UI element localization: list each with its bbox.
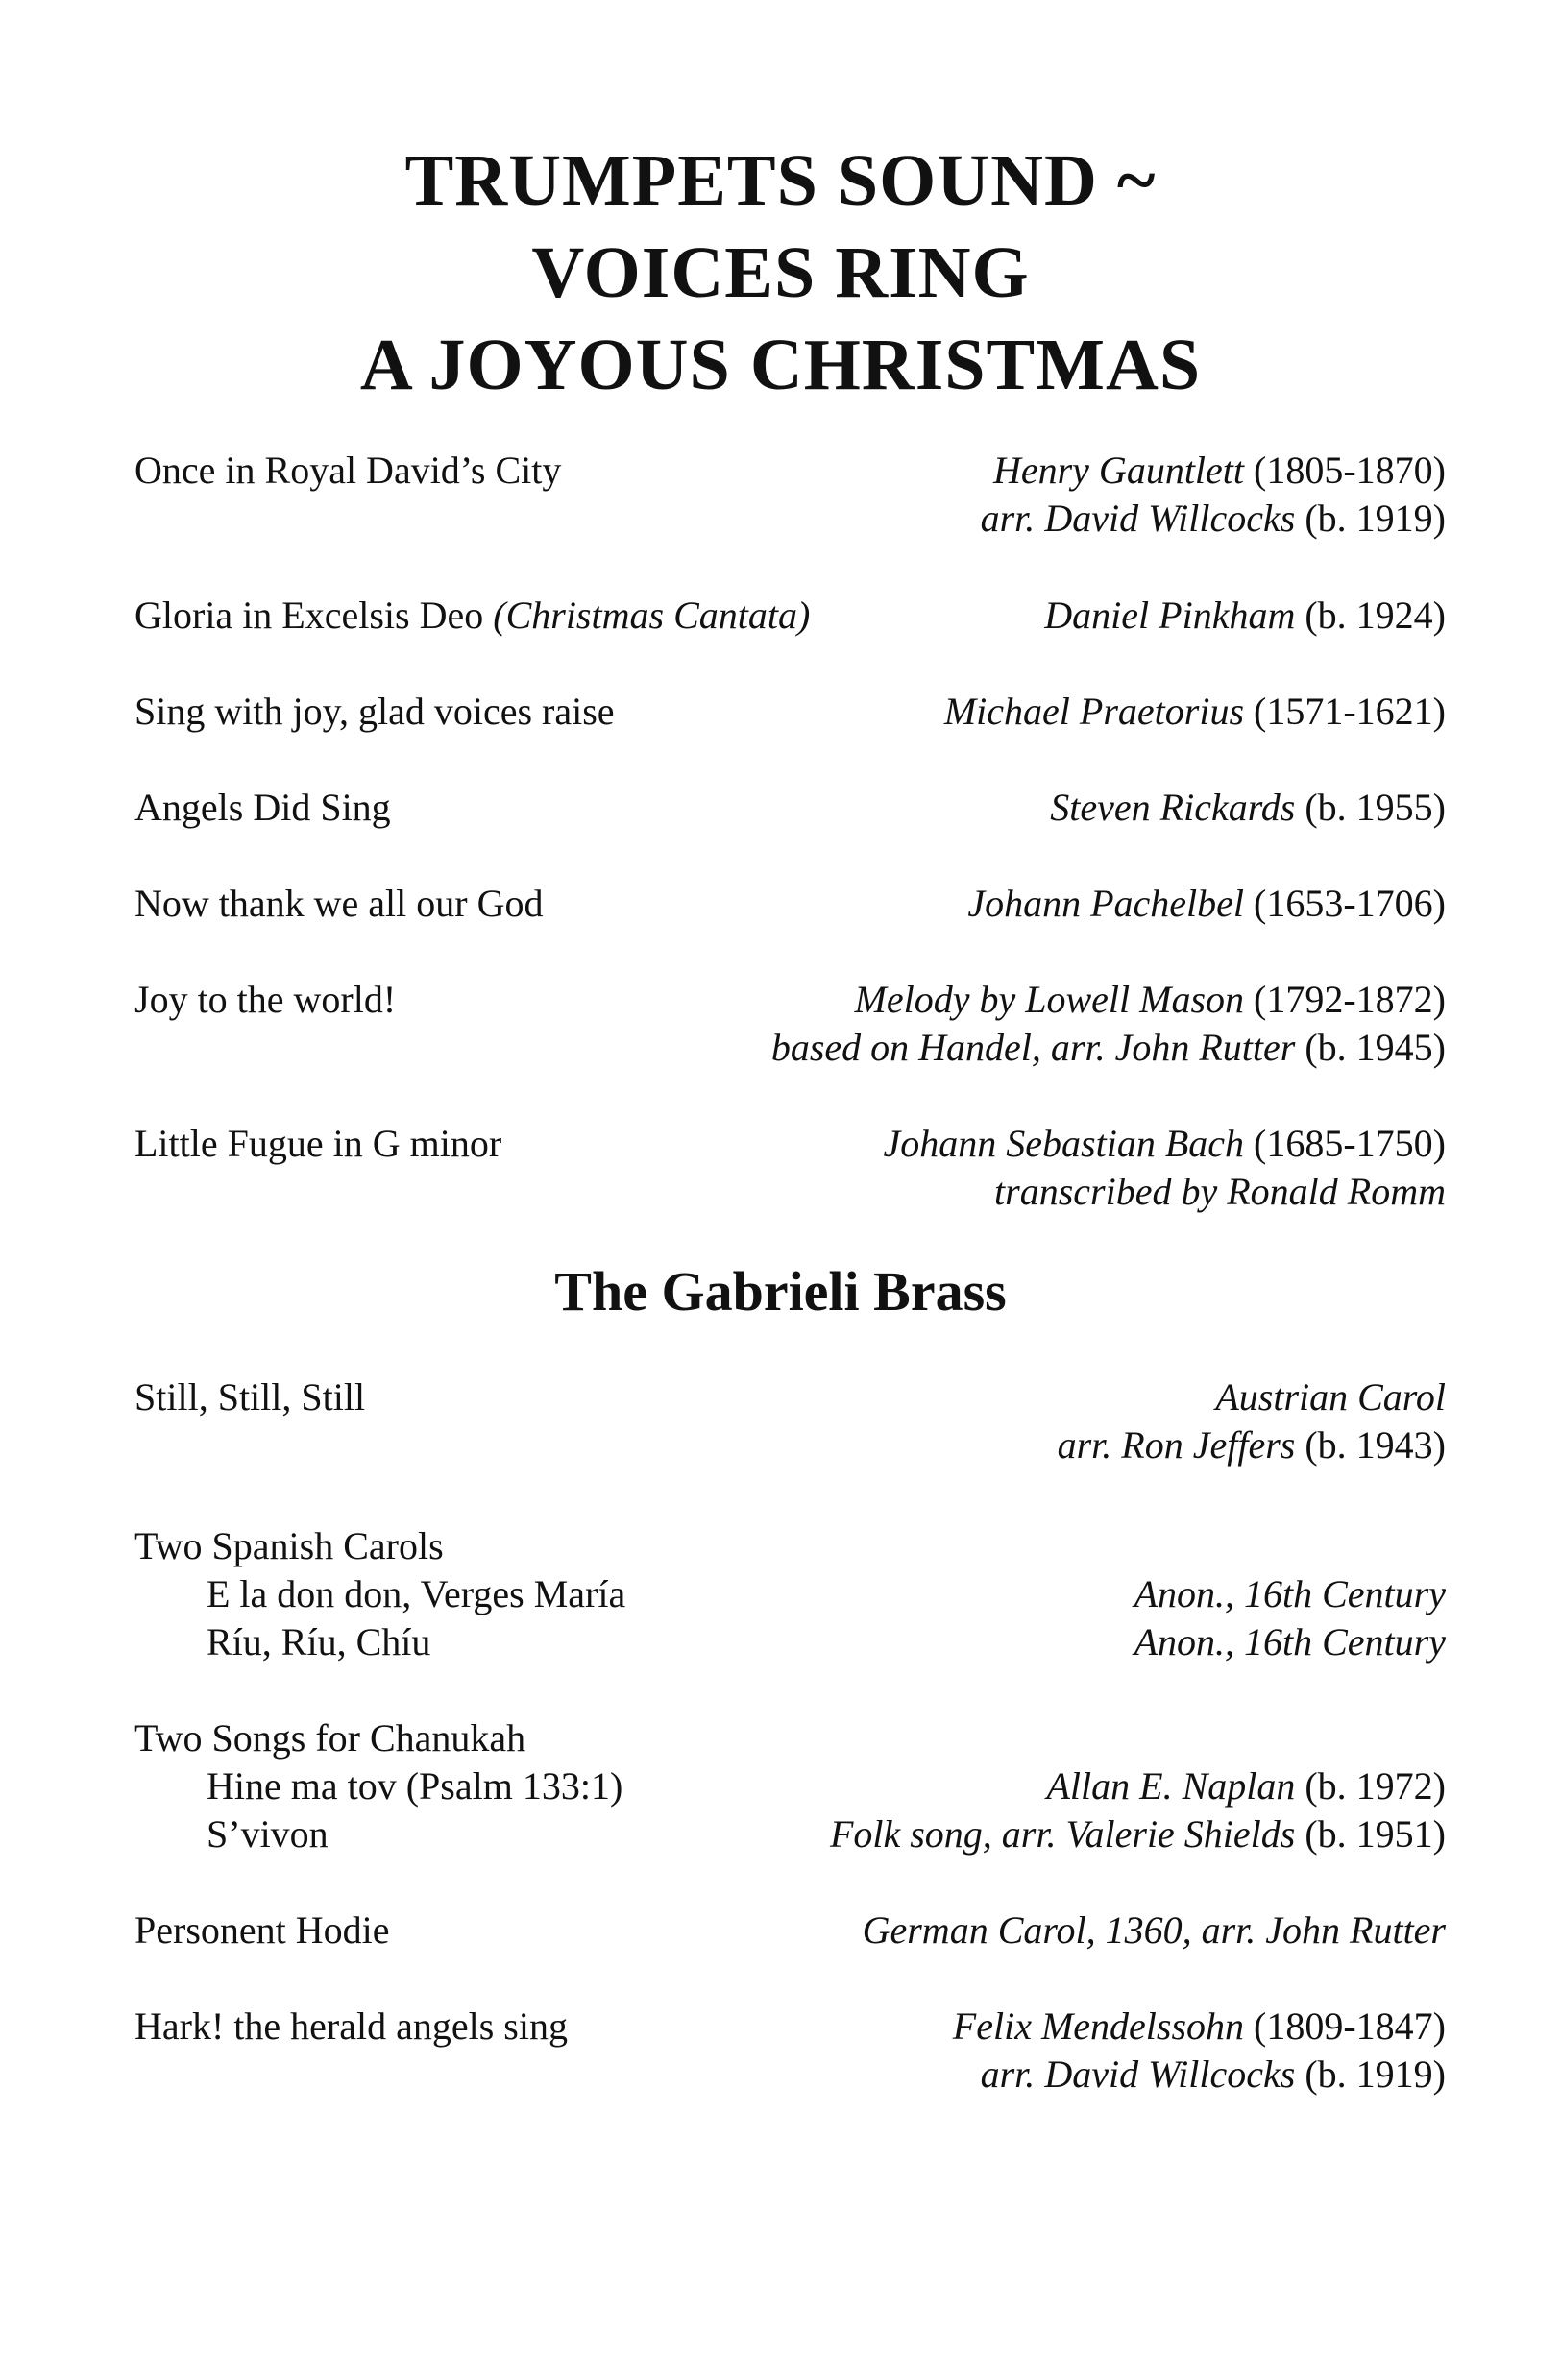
arranger-prefix: arr. — [1057, 1423, 1112, 1467]
page-title — [0, 134, 1561, 411]
program-entry-personent-hodie — [134, 1906, 1446, 1955]
transcription-note: transcribed by Ronald Romm — [994, 1170, 1446, 1213]
piece-title: Still, Still, Still — [134, 1375, 366, 1419]
sub-piece-title: Hine ma tov (Psalm 133:1) — [207, 1764, 623, 1808]
composer-name: Austrian Carol — [1215, 1375, 1446, 1419]
composer-name: Henry Gauntlett — [992, 449, 1245, 492]
arranger-name: David Willcocks — [1044, 2052, 1296, 2096]
piece-title: Two Spanish Carols — [134, 1524, 444, 1567]
program-entry-hark-herald — [134, 2003, 1446, 2099]
arranger-dates: (b. 1945) — [1305, 1026, 1446, 1069]
arranger-name: David Willcocks — [1044, 497, 1296, 540]
arranger-name: Ron Jeffers — [1121, 1423, 1296, 1467]
piece-title: Two Songs for Chanukah — [134, 1716, 526, 1760]
arrangement-note: based on Handel, arr. John Rutter — [770, 1026, 1296, 1069]
composer-dates: (1571-1621) — [1254, 690, 1446, 733]
program-entry-angels-did-sing — [134, 784, 1446, 832]
arranger-prefix: arr. — [980, 497, 1036, 540]
composer-dates: (1792-1872) — [1254, 978, 1446, 1021]
composer-dates: (b. 1924) — [1305, 594, 1446, 637]
piece-title: Now thank we all our God — [134, 882, 544, 925]
piece-title: Angels Did Sing — [134, 786, 391, 829]
composer-name: Johann Pachelbel — [967, 882, 1245, 925]
piece-title: Personent Hodie — [134, 1908, 390, 1952]
composer-dates: (1685-1750) — [1254, 1122, 1446, 1165]
composer-name: Johann Sebastian Bach — [883, 1122, 1245, 1165]
program-entry-little-fugue — [134, 1120, 1446, 1216]
composer-name: Folk song, arr. Valerie Shields — [829, 1812, 1296, 1856]
composer-name: Michael Praetorius — [943, 690, 1245, 733]
title-line-3: A JOYOUS CHRISTMAS — [359, 325, 1202, 405]
sub-piece-title: Ríu, Ríu, Chíu — [207, 1620, 431, 1664]
composer-name: Allan E. Naplan — [1046, 1764, 1296, 1808]
program-entry-two-songs-chanukah — [134, 1714, 1446, 1858]
piece-note: (Christmas Cantata) — [493, 594, 811, 637]
composer-name: Anon., 16th Century — [1134, 1572, 1446, 1615]
program-entry-now-thank — [134, 880, 1446, 928]
arranger-dates: (b. 1919) — [1305, 2052, 1446, 2096]
program-entry-two-spanish-carols — [134, 1522, 1446, 1666]
composer-name: Felix Mendelssohn — [952, 2004, 1245, 2048]
piece-title: Hark! the herald angels sing — [134, 2004, 568, 2048]
ensemble-heading: The Gabrieli Brass — [554, 1260, 1007, 1323]
composer-name: Daniel Pinkham — [1044, 594, 1296, 637]
piece-title: Gloria in Excelsis Deo — [134, 594, 484, 637]
sub-piece-title: S’vivon — [207, 1812, 329, 1856]
composer-name: Steven Rickards — [1050, 786, 1296, 829]
composer-dates: (b. 1972) — [1305, 1764, 1446, 1808]
composer-dates: (1805-1870) — [1254, 449, 1446, 492]
program-entry-sing-with-joy — [134, 688, 1446, 736]
title-line-2: VOICES RING — [531, 232, 1030, 313]
composer-dates: (b. 1955) — [1305, 786, 1446, 829]
program-entry-still-still-still — [134, 1373, 1446, 1469]
title-line-1: TRUMPETS SOUND ~ — [404, 140, 1157, 221]
composer-dates: (b. 1951) — [1305, 1812, 1446, 1856]
arranger-dates: (b. 1943) — [1305, 1423, 1446, 1467]
arranger-dates: (b. 1919) — [1305, 497, 1446, 540]
piece-title: Joy to the world! — [134, 978, 397, 1021]
composer-dates: (1809-1847) — [1254, 2004, 1446, 2048]
program-entry-joy-to-the-world — [134, 976, 1446, 1072]
piece-title: Once in Royal David’s City — [134, 449, 562, 492]
arranger-prefix: arr. — [980, 2052, 1036, 2096]
program-entry-gloria — [134, 592, 1446, 640]
piece-title: Sing with joy, glad voices raise — [134, 690, 615, 733]
composer-name: German Carol, 1360, arr. John Rutter — [862, 1908, 1446, 1952]
sub-piece-title: E la don don, Verges María — [207, 1572, 626, 1615]
composer-name: Melody by Lowell Mason — [854, 978, 1245, 1021]
composer-name: Anon., 16th Century — [1134, 1620, 1446, 1664]
piece-title: Little Fugue in G minor — [134, 1122, 502, 1165]
composer-dates: (1653-1706) — [1254, 882, 1446, 925]
program-entry-once-in-royal — [134, 447, 1446, 543]
